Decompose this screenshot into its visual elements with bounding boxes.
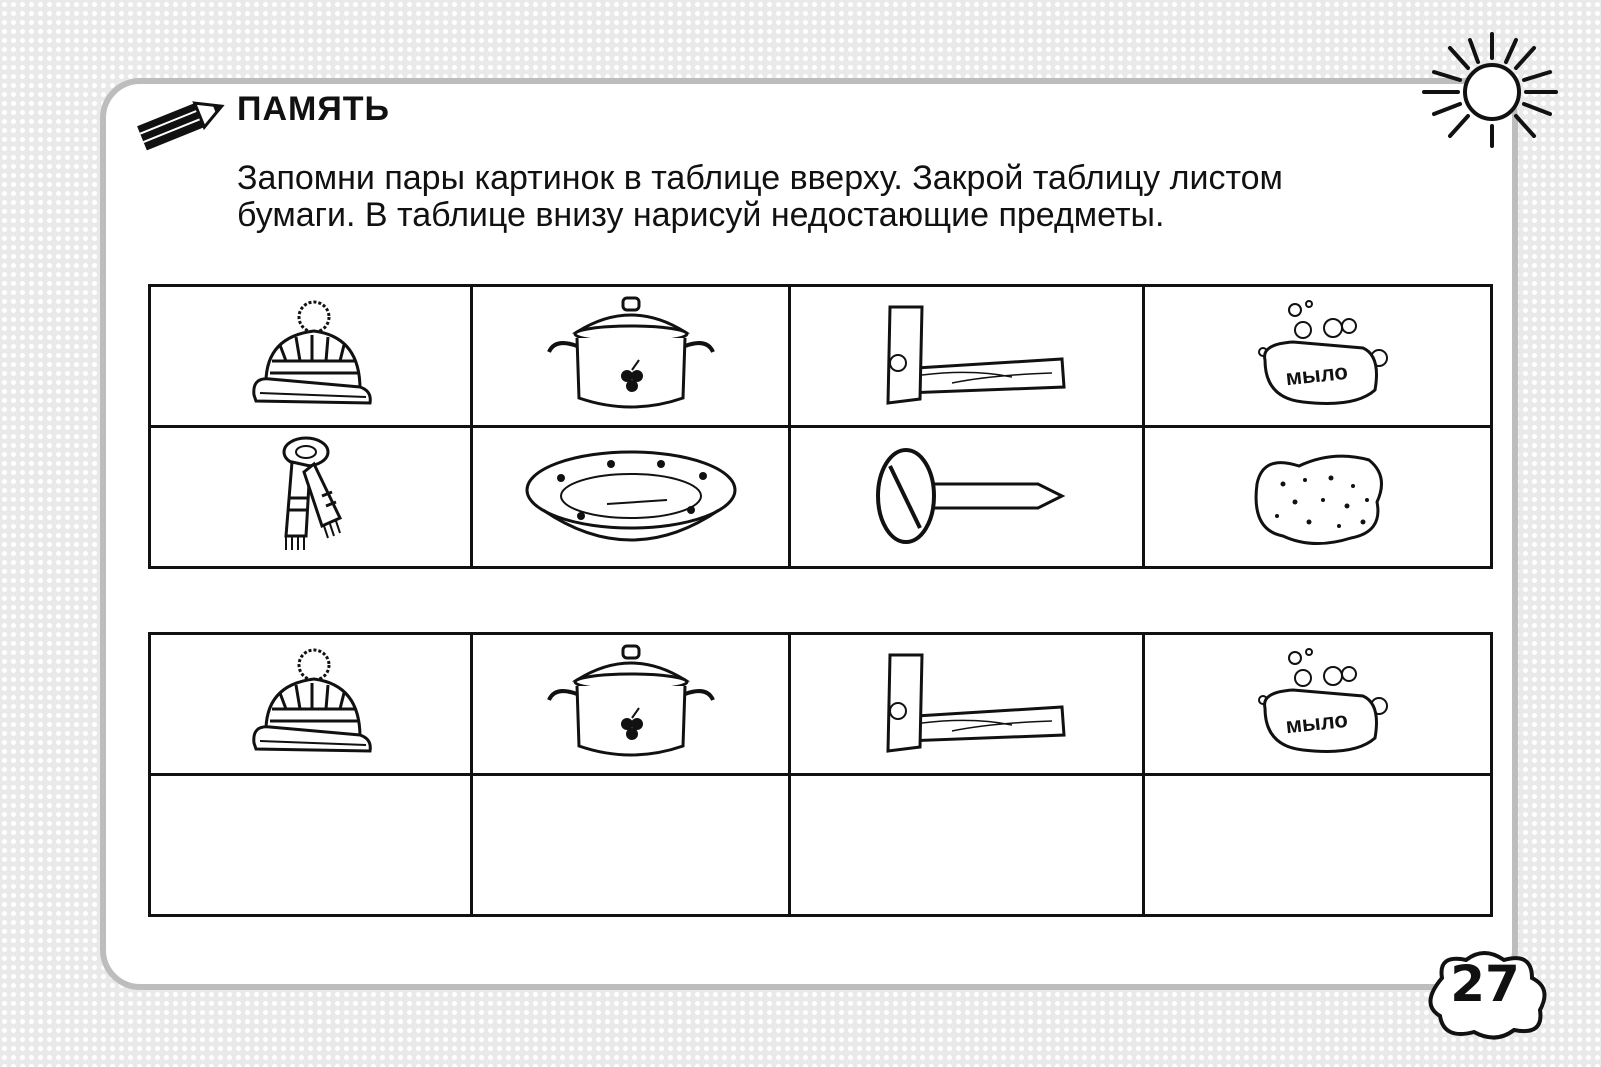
soap-icon	[1243, 294, 1393, 414]
hat-icon	[246, 647, 376, 757]
hat-icon	[246, 299, 376, 409]
table-cell	[472, 427, 790, 568]
memory-table-bottom	[148, 632, 1493, 917]
soap-icon	[1243, 642, 1393, 762]
table-cell	[472, 634, 790, 775]
table-cell	[790, 634, 1144, 775]
hammer-icon	[862, 299, 1072, 409]
instruction-text	[237, 160, 1477, 234]
memory-table-top	[148, 284, 1493, 569]
table-cell	[150, 286, 472, 427]
hammer-icon	[862, 647, 1072, 757]
pencil-icon	[133, 92, 228, 154]
pot-icon	[541, 642, 721, 762]
table-cell	[472, 286, 790, 427]
empty-draw-cell[interactable]	[150, 775, 472, 916]
sponge-icon	[1243, 440, 1393, 550]
table-row	[150, 427, 1492, 568]
plate-icon	[521, 440, 741, 550]
page-number: 27	[1450, 955, 1520, 1013]
nail-icon	[862, 440, 1072, 550]
instruction-line-1: Запомни пары картинок в таблице вверху. Закрой таблицу листом	[237, 159, 1283, 197]
instruction-line-2: бумаги. В таблице внизу нарисуй недостающие предметы.	[237, 196, 1165, 234]
table-cell	[790, 427, 1144, 568]
table-cell	[1144, 286, 1492, 427]
empty-draw-cell[interactable]	[790, 775, 1144, 916]
scarf-icon	[266, 432, 356, 557]
table-cell	[150, 427, 472, 568]
empty-draw-cell[interactable]	[472, 775, 790, 916]
soap-label: мыло	[1283, 358, 1349, 390]
table-row	[150, 286, 1492, 427]
soap-label: мыло	[1283, 706, 1349, 738]
table-row	[150, 775, 1492, 916]
table-row	[150, 634, 1492, 775]
sun-icon	[1420, 30, 1560, 150]
pot-icon	[541, 294, 721, 414]
table-cell	[790, 286, 1144, 427]
table-cell	[1144, 634, 1492, 775]
table-cell	[1144, 427, 1492, 568]
page-title: ПАМЯТЬ	[237, 90, 390, 128]
empty-draw-cell[interactable]	[1144, 775, 1492, 916]
table-cell	[150, 634, 472, 775]
